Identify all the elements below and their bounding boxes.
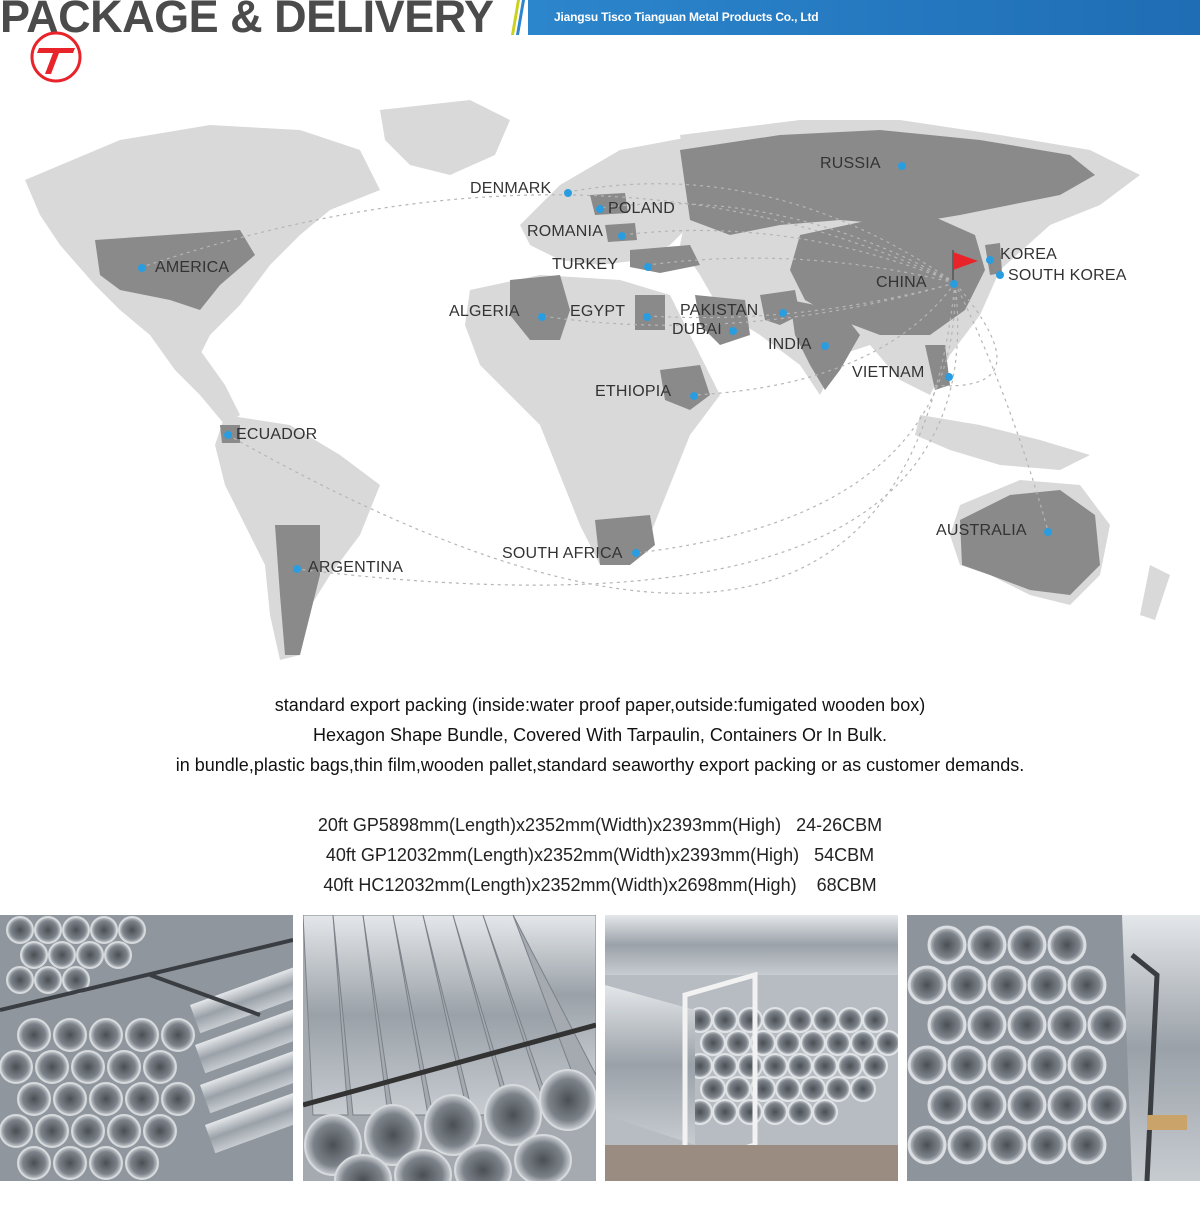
map-dot-india	[821, 342, 829, 350]
packing-description-1: standard export packing (inside:water proof paper,outside:fumigated wooden box)	[274, 695, 926, 715]
header-slash-icon	[511, 0, 525, 35]
map-label-turkey: TURKEY	[552, 256, 619, 273]
page-header	[0, 0, 1200, 40]
map-dot-argentina	[293, 565, 301, 573]
map-label-america: AMERICA	[155, 259, 230, 276]
pipe-bundle-photo-3	[605, 915, 898, 1181]
map-label-pakistan: PAKISTAN	[680, 302, 759, 319]
map-dot-korea	[986, 256, 994, 264]
map-label-russia: RUSSIA	[820, 155, 881, 172]
map-label-china: CHINA	[876, 274, 927, 291]
map-label-ethiopia: ETHIOPIA	[595, 383, 672, 400]
map-dot-south-africa	[632, 549, 640, 557]
container-spec-40ft-gp: 40ft GP12032mm(Length)x2352mm(Width)x2393mm(High) 54CBM	[325, 845, 875, 865]
packing-description-2: Hexagon Shape Bundle, Covered With Tarpaulin, Containers Or In Bulk.	[313, 725, 887, 745]
map-dot-south-korea	[996, 271, 1004, 279]
map-dot-australia	[1044, 528, 1052, 536]
map-dot-algeria	[538, 313, 546, 321]
map-dot-dubai	[729, 327, 737, 335]
map-dot-america	[138, 264, 146, 272]
pipe-bundle-photo-1	[0, 915, 293, 1181]
container-spec-20ft-gp: 20ft GP5898mm(Length)x2352mm(Width)x2393mm(High) 24-26CBM	[317, 815, 883, 835]
page-title: PACKAGE & DELIVERY	[0, 0, 494, 42]
packing-description-3: in bundle,plastic bags,thin film,wooden pallet,standard seaworthy export packing or as customer demands.	[175, 755, 1025, 775]
map-label-argentina: ARGENTINA	[308, 559, 404, 576]
map-label-dubai: DUBAI	[672, 321, 722, 338]
map-dot-romania	[618, 232, 626, 240]
map-dot-ethiopia	[690, 392, 698, 400]
map-label-australia: AUSTRALIA	[936, 522, 1027, 539]
company-logo	[29, 30, 83, 84]
map-label-denmark: DENMARK	[470, 180, 552, 197]
map-dot-poland	[596, 205, 604, 213]
map-dot-pakistan	[779, 309, 787, 317]
pipe-bundle-photo-2	[303, 915, 596, 1181]
map-label-egypt: EGYPT	[570, 303, 626, 320]
header-bar	[528, 0, 1200, 35]
map-dot-egypt	[643, 313, 651, 321]
map-dot-vietnam	[945, 373, 953, 381]
map-dot-russia	[898, 162, 906, 170]
map-label-algeria: ALGERIA	[449, 303, 520, 320]
map-dot-denmark	[564, 189, 572, 197]
map-label-romania: ROMANIA	[527, 223, 604, 240]
map-label-south-africa: SOUTH AFRICA	[502, 545, 623, 562]
map-dot-ecuador	[224, 431, 232, 439]
map-label-vietnam: VIETNAM	[852, 364, 925, 381]
map-label-india: INDIA	[768, 336, 812, 353]
map-dot-turkey	[644, 263, 652, 271]
map-label-south-korea: SOUTH KOREA	[1008, 267, 1127, 284]
container-spec-40ft-hc: 40ft HC12032mm(Length)x2352mm(Width)x2698mm(High) 68CBM	[323, 875, 877, 895]
map-label-korea: KOREA	[1000, 246, 1058, 263]
pipe-bundle-photo-4	[907, 915, 1200, 1181]
map-label-ecuador: ECUADOR	[236, 426, 318, 443]
company-name: Jiangsu Tisco Tianguan Metal Products Co., Ltd	[554, 10, 819, 24]
map-dot-china	[950, 280, 958, 288]
map-label-poland: POLAND	[608, 200, 675, 217]
